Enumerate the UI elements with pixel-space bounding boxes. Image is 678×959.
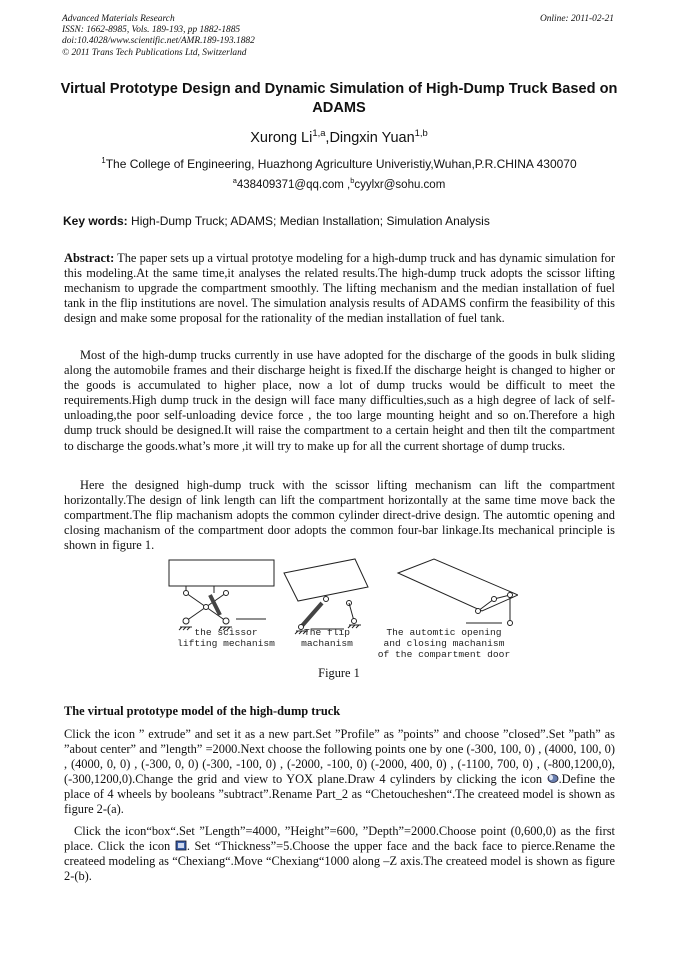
figure-1: [166, 557, 518, 659]
author-1: Xurong Li: [250, 130, 313, 146]
affiliation: [0, 157, 678, 171]
paper-title: Virtual Prototype Design and Dynamic Simulation of High-Dump Truck Based on ADAMS: [60, 81, 618, 116]
doi-line: doi:10.4028/www.scientific.net/AMR.189-193.1882: [62, 36, 255, 47]
online-date: Online: 2011-02-21: [539, 14, 614, 24]
figure-1-caption: Figure 1: [318, 666, 360, 680]
shell-tool-icon: [175, 840, 187, 851]
figure-label-door: The automtic opening and closing machanism of the compartment door: [377, 627, 511, 660]
scissor-mechanism-diagram: [169, 560, 274, 630]
author-line: [0, 127, 678, 146]
affiliation-sup: 1: [101, 156, 106, 165]
email-b: cyylxr@sohu.com: [354, 179, 446, 191]
running-header: [62, 14, 614, 59]
author-separator: ,: [325, 130, 330, 146]
section-heading: The virtual prototype model of the high-dump truck: [64, 704, 341, 718]
author-2-sup: 1,b: [414, 127, 428, 139]
abstract: [64, 251, 615, 326]
section-paragraph-2: [64, 824, 615, 884]
email-line: [0, 176, 678, 191]
body-paragraph-2: Here the designed high-dump truck with the scissor lifting mechanism can lift the compartment horizontally.The design of link length can lift the compartment horizontally at the same time move back the compartment.The flip machanism adopts the common cylinder direct-drive design. The automtic opening and closing machanism of the compartment door adopts the common four-bar linkage.Its mechanical principle is shown in figure 1.: [64, 478, 615, 553]
body-paragraph-1: Most of the high-dump trucks currently in use have adopted for the discharge of the goods in bulk sliding along the automobile frames and their discharge height is fixed.If the discharge height is changed to higher or the goods is accumulated to higher place, now a lot of dump trucks would be difficult to meet the requirements.High dump truck in the design will face many difficulties,such as a high degree of lack of self-unloading,the poor self-unloading device force , the too large mounting height and so on.Therefore a high dump truck should be designed.It will raise the compartment to a certain height and then tilt the compartment to discharge the goods.what’s more ,it will try to make up for all the current shortage of dump trucks.: [64, 348, 615, 453]
abstract-text: The paper sets up a virtual prototye modeling for a high-dump truck and has dynamic simulation for this modeling.At the same time,it analyses the related results.The high-dump truck adopts the scissor lifting mechanism to upgrade the compartment smoothly. The lifting mechanism and the median installation of fuel tank in the flip institutions are novel. The simulation analysis results of ADAMS confirm the feasibility of this design and make some proposal for the rationality of the median installation of fuel tank.: [64, 251, 615, 326]
abstract-label: Abstract:: [64, 251, 115, 265]
affiliation-text: The College of Engineering, Huazhong Agriculture Univeristiy,Wuhan,P.R.CHINA 430070: [105, 157, 577, 171]
keywords-text: High-Dump Truck; ADAMS; Median Installation; Simulation Analysis: [127, 214, 490, 228]
figure-label-flip: The flip machanism: [301, 627, 353, 649]
email-a: 438409371@qq.com ,: [236, 179, 351, 191]
section-paragraph-1: [64, 727, 615, 818]
issn-line: ISSN: 1662-8985, Vols. 189-193, pp 1882-1885: [62, 25, 241, 36]
door-mechanism-diagram: [398, 559, 518, 626]
section-p2-text-b: . Set “Thickness”=5.Choose the upper face and the back face to pierce.Rename the createed modeling as “Chexiang“.Move “Chexiang“1000 along –Z axis.The createed model is shown as figure 2-(b).: [64, 839, 615, 884]
keywords: [63, 214, 618, 228]
keywords-label: Key words:: [63, 214, 128, 228]
flip-mechanism-diagram: [284, 559, 368, 634]
cylinder-tool-icon: [547, 773, 559, 784]
section-p1-text-b: .Define the place of 4 wheels by booleans ”subtract”.Rename Part_2 as “Chetoucheshen“.The createed model is shown as figure 2-(a).: [64, 772, 615, 817]
email-a-sup: a: [232, 176, 237, 186]
author-2: Dingxin Yuan: [329, 130, 415, 146]
figure-label-scissor: the scissor lifting mechanism: [177, 627, 275, 649]
copyright-line: © 2011 Trans Tech Publications Ltd, Switzerland: [62, 47, 247, 58]
section-p2-text-a: Click the icon“box“.Set ”Length”=4000, ”Height”=600, ”Depth”=2000.Choose point (0,600,0) as the first place. Click the icon: [64, 824, 615, 854]
email-b-sup: b: [350, 176, 355, 186]
journal-name: Advanced Materials Research: [62, 14, 175, 24]
author-1-sup: 1,a: [312, 127, 326, 139]
section-p1-text-a: Click the icon ” extrude” and set it as a new part.Set ”Profile” as ”points” and choose ”closed”.Set ”path” as ”about center” and ”length” =2000.Next choose the following points one by one (-300, 100, 0) , (4000, 100, 0) , (4000, 0, 0) , (-300, 0, 0) (-300, -100, 0) , (-2000, -100, 0) (-2000, 400, 0) , (-1100, 700, 0) , (-800,1200,0),(-300,1200,0).Change the grid and view to YOX plane.Draw 4 cylinders by clicking the icon: [64, 727, 615, 787]
